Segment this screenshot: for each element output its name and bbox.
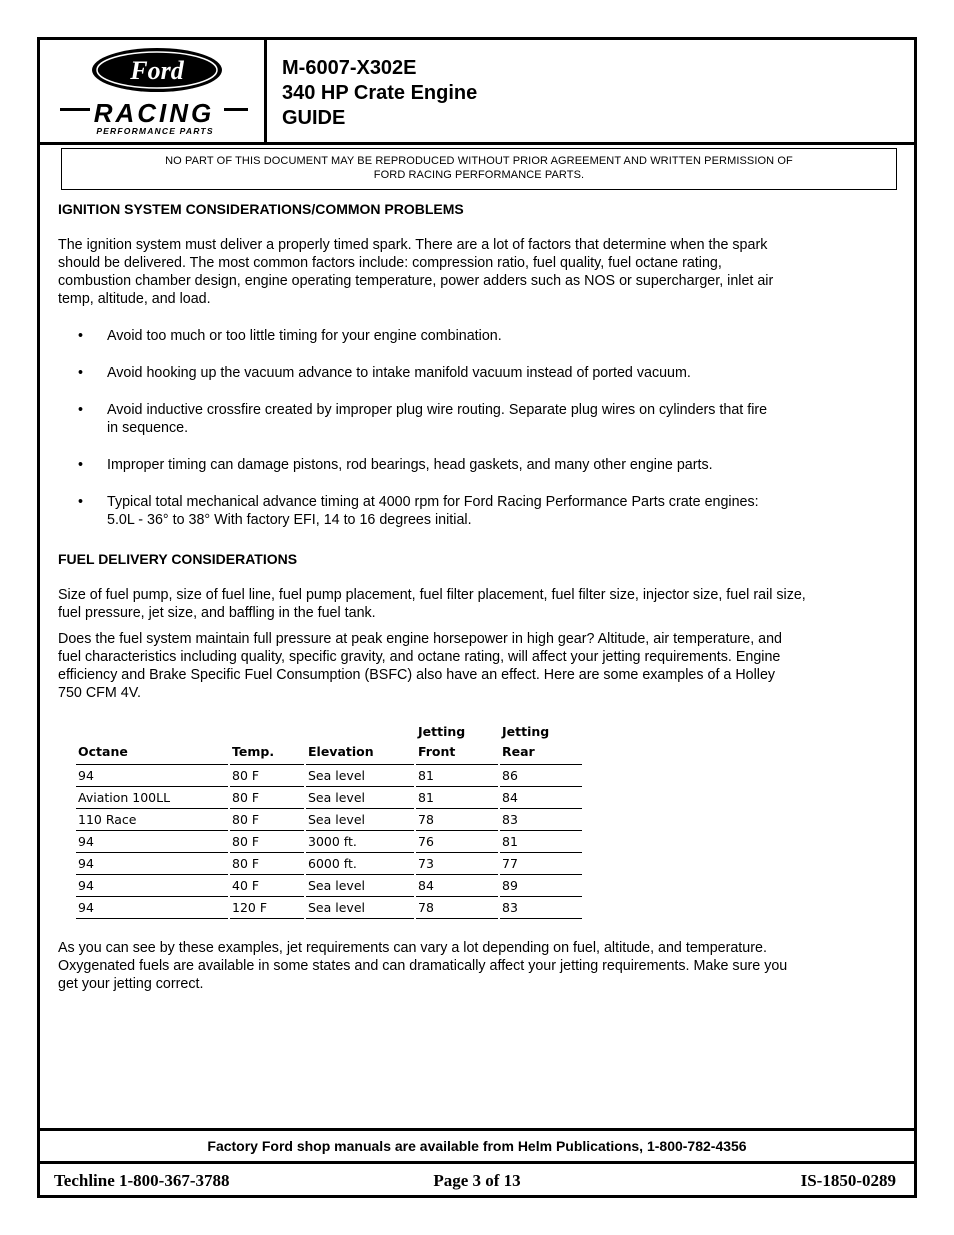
bullet-icon: • [78, 402, 84, 418]
list-item-line: Avoid too much or too little timing for your engine combination. [107, 328, 502, 344]
table-header-row [76, 722, 582, 765]
table-cell: 81 [416, 787, 498, 809]
ford-racing-logo-graphic [54, 46, 254, 136]
list-item [58, 364, 837, 382]
table-cell: 83 [500, 809, 582, 831]
paragraph-line: The ignition system must deliver a properly timed spark. There are a lot of factors that determine when the spark [58, 237, 768, 253]
paragraph-line: fuel pressure, jet size, and baffling in the fuel tank. [58, 605, 376, 621]
document-frame [37, 37, 917, 1198]
table-cell: 80 F [230, 853, 304, 875]
table-header-cell: Elevation [306, 722, 414, 765]
table-cell: 94 [76, 897, 228, 919]
list-item-line: Avoid inductive crossfire created by improper plug wire routing. Separate plug wires on cylinders that fire [107, 402, 768, 418]
table-row [76, 875, 582, 897]
list-item [58, 456, 837, 474]
bullet-icon: • [78, 365, 84, 381]
table-cell: Sea level [306, 787, 414, 809]
list-item-line: Typical total mechanical advance timing at 4000 rpm for Ford Racing Performance Parts crate engines: [107, 494, 759, 510]
table-header-cell: Temp. [230, 722, 304, 765]
paragraph-line: Oxygenated fuels are available in some states and can dramatically affect your jetting requirements. Make sure you [58, 958, 788, 974]
document-body [58, 198, 888, 993]
notice-line: FORD RACING PERFORMANCE PARTS. [373, 169, 585, 181]
document-title-block [282, 56, 477, 131]
list-item [58, 327, 837, 345]
table-cell: Sea level [306, 897, 414, 919]
document-type: GUIDE [282, 107, 346, 129]
table-cell: Sea level [306, 875, 414, 897]
document-header [40, 40, 914, 145]
list-item-line: in sequence. [107, 420, 189, 436]
list-item-line: Avoid hooking up the vacuum advance to intake manifold vacuum instead of ported vacuum. [107, 365, 691, 381]
paragraph-line: Does the fuel system maintain full pressure at peak engine horsepower in high gear? Altitude, air temperature, and [58, 631, 782, 647]
page-footer [40, 1161, 914, 1198]
table-cell: Sea level [306, 765, 414, 787]
product-name: 340 HP Crate Engine [282, 82, 478, 104]
table-cell: 3000 ft. [306, 831, 414, 853]
table-cell: 80 F [230, 765, 304, 787]
table-cell: 94 [76, 875, 228, 897]
paragraph-line: fuel characteristics including quality, specific gravity, and octane rating, will affect your jetting requirements. Engine [58, 649, 781, 665]
table-cell: 77 [500, 853, 582, 875]
section-heading-fuel: FUEL DELIVERY CONSIDERATIONS [58, 551, 298, 567]
table-row [76, 831, 582, 853]
table-cell: 81 [416, 765, 498, 787]
table-cell: 84 [416, 875, 498, 897]
jetting-table [74, 722, 584, 919]
table-header-cell: Jetting Rear [500, 722, 582, 765]
paragraph-line: should be delivered. The most common factors include: compression ratio, fuel quality, fuel octane rating, [58, 255, 722, 271]
list-item [58, 401, 837, 437]
table-cell: Sea level [306, 809, 414, 831]
table-cell: 40 F [230, 875, 304, 897]
part-number: M-6007-X302E [282, 57, 417, 79]
paragraph-line: As you can see by these examples, jet requirements can vary a lot depending on fuel, altitude, and temperature. [58, 940, 767, 956]
table-cell: 120 F [230, 897, 304, 919]
table-cell: 86 [500, 765, 582, 787]
ford-oval-text: Ford [130, 56, 184, 85]
techline-number: Techline 1-800-367-3788 [54, 1171, 230, 1190]
table-cell: 110 Race [76, 809, 228, 831]
table-cell: 80 F [230, 787, 304, 809]
table-cell: 83 [500, 897, 582, 919]
paragraph-line: Size of fuel pump, size of fuel line, fuel pump placement, fuel filter placement, fuel filter size, injector size, fuel rail size, [58, 587, 806, 603]
fuel-closing-paragraph [58, 939, 888, 993]
document-id: IS-1850-0289 [800, 1171, 896, 1190]
paragraph-line: combustion chamber design, engine operating temperature, power adders such as NOS or supercharger, inlet air [58, 273, 774, 289]
paragraph-line: efficiency and Brake Specific Fuel Consumption (BSFC) also have an effect. Here are some examples of a Holley [58, 667, 776, 683]
table-row [76, 765, 582, 787]
paragraph-line: temp, altitude, and load. [58, 291, 211, 307]
table-header-cell: Jetting Front [416, 722, 498, 765]
list-item-line: Improper timing can damage pistons, rod bearings, head gaskets, and many other engine parts. [107, 457, 713, 473]
paragraph-line: 750 CFM 4V. [58, 685, 141, 701]
ford-racing-logo [40, 40, 267, 142]
table-row [76, 787, 582, 809]
performance-parts-tagline: PERFORMANCE PARTS [96, 126, 214, 136]
table-row [76, 809, 582, 831]
shop-manual-note: Factory Ford shop manuals are available from Helm Publications, 1-800-782-4356 [40, 1128, 914, 1161]
table-cell: 80 F [230, 809, 304, 831]
table-row [76, 853, 582, 875]
table-cell: 73 [416, 853, 498, 875]
table-cell: 94 [76, 853, 228, 875]
table-cell: 94 [76, 765, 228, 787]
table-header-cell: Octane [76, 722, 228, 765]
fuel-paragraph-1 [58, 586, 888, 622]
bullet-icon: • [78, 457, 84, 473]
copyright-notice [61, 148, 897, 190]
table-cell: Aviation 100LL [76, 787, 228, 809]
bullet-icon: • [78, 494, 84, 510]
table-cell: 89 [500, 875, 582, 897]
notice-line: NO PART OF THIS DOCUMENT MAY BE REPRODUCED WITHOUT PRIOR AGREEMENT AND WRITTEN PERMISSION OF [165, 155, 793, 167]
ignition-intro-paragraph [58, 236, 888, 308]
list-item-line: 5.0L - 36° to 38° With factory EFI, 14 to 16 degrees initial. [107, 512, 472, 528]
fuel-paragraph-2 [58, 630, 888, 702]
table-cell: 94 [76, 831, 228, 853]
table-cell: 78 [416, 809, 498, 831]
section-heading-ignition: IGNITION SYSTEM CONSIDERATIONS/COMMON PROBLEMS [58, 201, 464, 217]
bullet-icon: • [78, 328, 84, 344]
table-row [76, 897, 582, 919]
table-cell: 6000 ft. [306, 853, 414, 875]
page-number: Page 3 of 13 [433, 1171, 521, 1190]
list-item [58, 493, 837, 529]
ignition-bullet-list [58, 327, 888, 529]
table-cell: 76 [416, 831, 498, 853]
table-cell: 80 F [230, 831, 304, 853]
table-cell: 81 [500, 831, 582, 853]
racing-wordmark: RACING [93, 98, 215, 128]
table-cell: 84 [500, 787, 582, 809]
paragraph-line: get your jetting correct. [58, 976, 204, 992]
table-cell: 78 [416, 897, 498, 919]
